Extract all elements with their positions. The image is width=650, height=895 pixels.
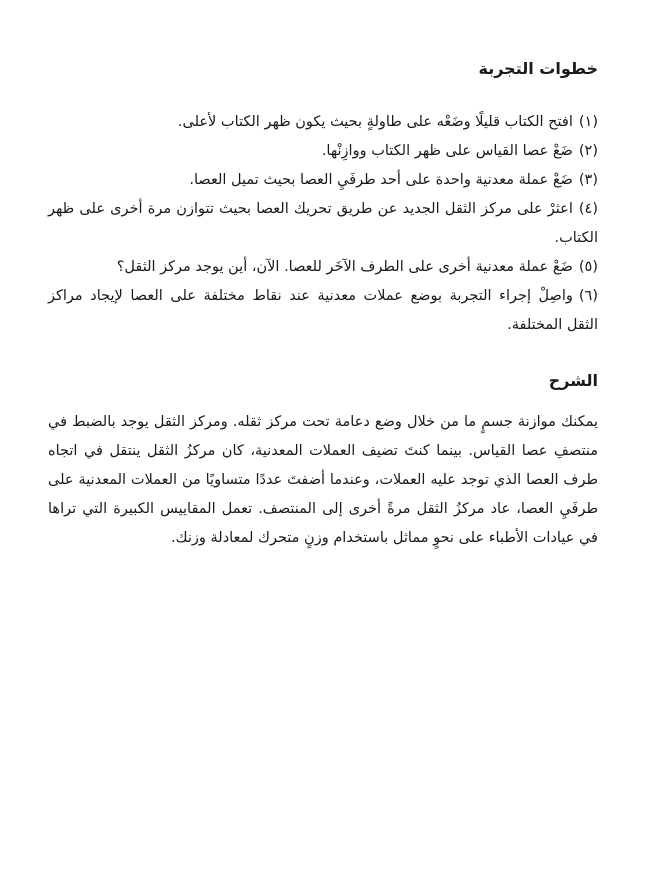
step-number: (٣) [578, 172, 598, 188]
explanation-heading: الشرح [548, 371, 598, 390]
step-item-1 [48, 108, 598, 137]
step-item-6 [48, 282, 598, 340]
step-text: اعثرْ على مركز الثقل الجديد عن طريق تحريك العصا بحيث تتوازن مرة أخرى على ظهر الكتاب. [48, 201, 598, 246]
steps-list [48, 108, 598, 340]
step-number: (٥) [578, 259, 598, 275]
step-text: ضَعْ عصا القياس على ظهر الكتاب ووازِنْها. [321, 143, 573, 159]
step-text: ضَعْ عملة معدنية واحدة على أحد طرفَيِ العصا بحيث تميل العصا. [189, 172, 573, 188]
step-number: (٦) [578, 288, 598, 304]
step-text: واصِلْ إجراء التجربة بوضع عملات معدنية عند نقاط مختلفة على العصا لإيجاد مراكز الثقل المختلفة. [48, 288, 598, 333]
step-text: افتح الكتاب قليلًا وضَعْه على طاولةٍ بحيث يكون ظهر الكتاب لأعلى. [177, 114, 573, 130]
explanation-paragraph: يمكنك موازنة جسمٍ ما من خلال وضع دعامة تحت مركز ثقله. ومركز الثقل يوجد بالضبط في منتصفِ عصا القياس. بينما كنتَ تضيف العملات المعدنية، كان مركزُ الثقل ينتقل في اتجاه طرف العصا الذي توجد عليه العملات، وعندما أضفتَ عددًا متساويًا من العملات المعدنية على طرفَيِ العصا، عاد مركزُ الثقل مرةً أخرى إلى المنتصف. تعمل المقاييس الكبيرة التي تراها في عيادات الأطباء على نحوٍ مماثل باستخدام وزنٍ متحرك لمعادلة وزنك. [48, 414, 598, 546]
step-number: (٢) [578, 143, 598, 159]
step-number: (١) [578, 114, 598, 130]
step-item-5 [48, 253, 598, 282]
step-item-4 [48, 195, 598, 253]
step-text: ضَعْ عملة معدنية أخرى على الطرف الآخَر للعصا. الآن، أين يوجد مركز الثقل؟ [116, 259, 573, 275]
step-item-2 [48, 137, 598, 166]
steps-heading: خطوات التجربة [478, 59, 598, 78]
step-item-3 [48, 166, 598, 195]
step-number: (٤) [578, 201, 598, 217]
